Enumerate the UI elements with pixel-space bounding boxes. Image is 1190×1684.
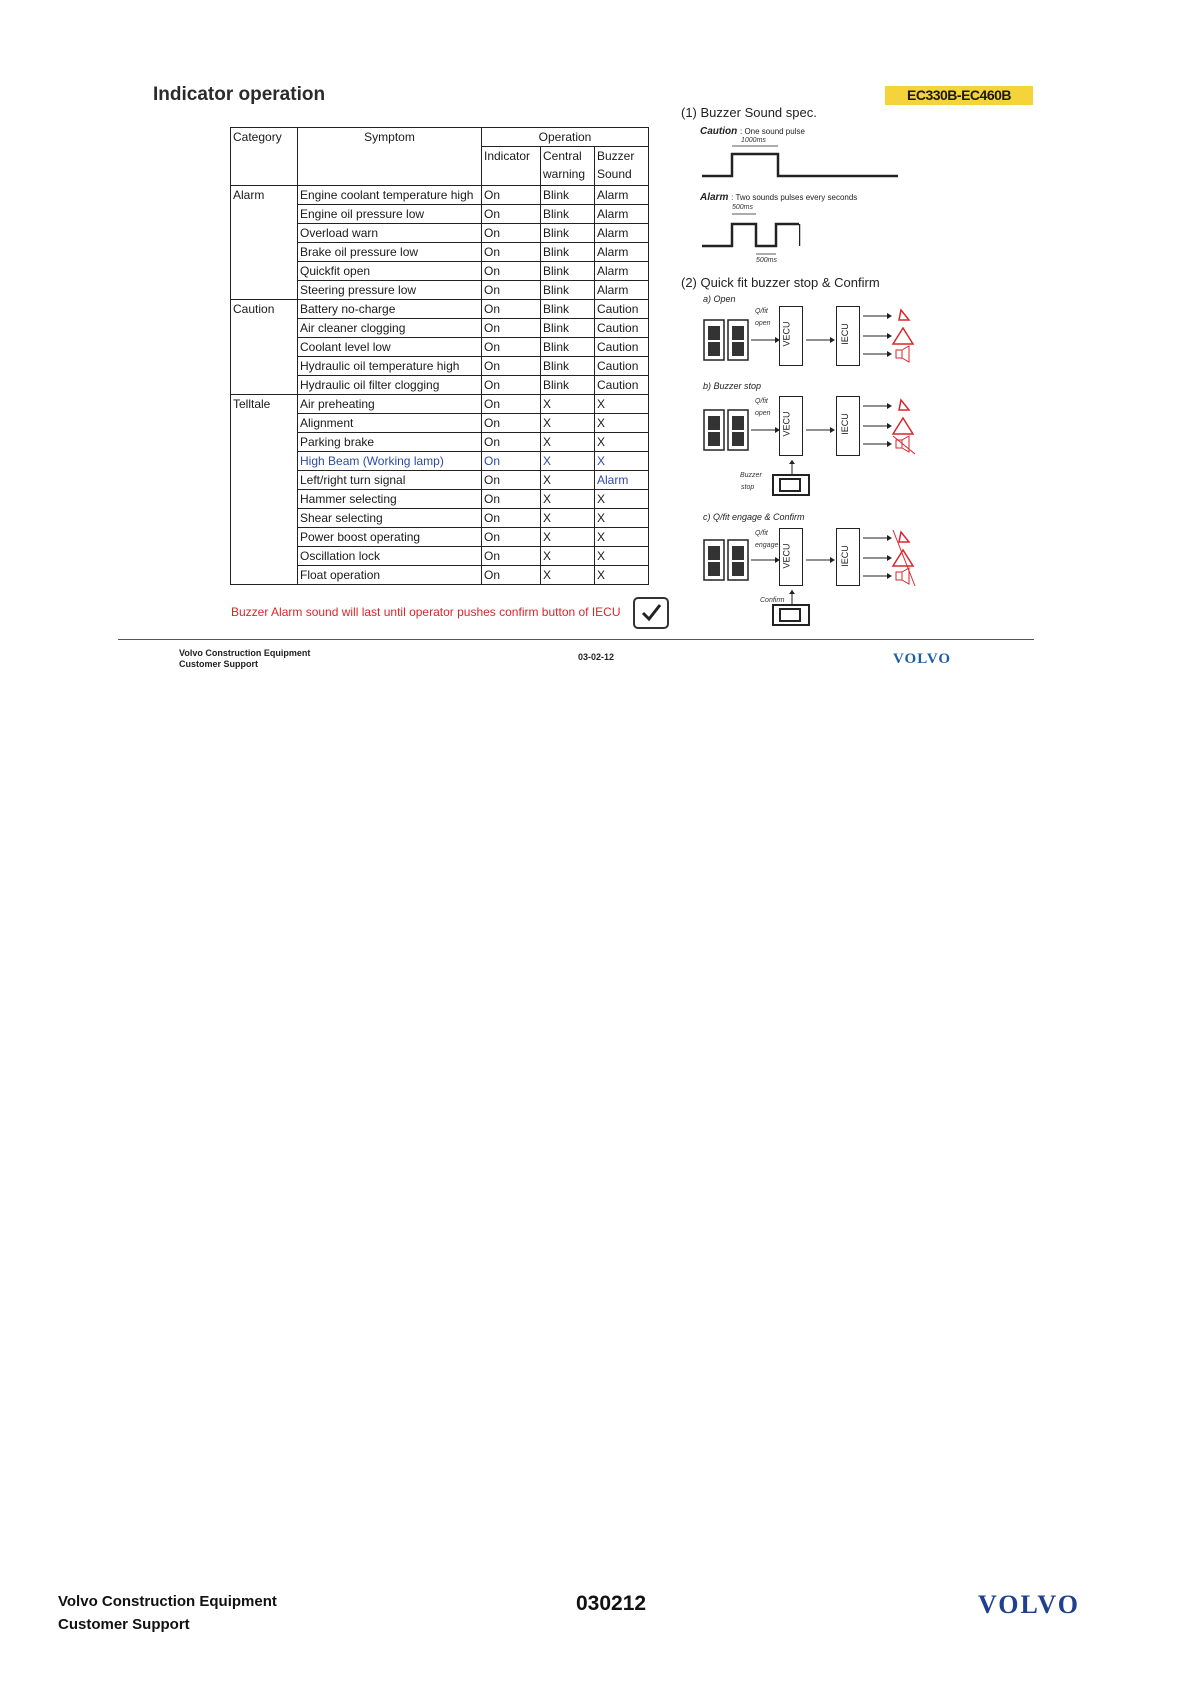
cell-buzzer-sound: X: [595, 452, 649, 471]
arrow-icon: [751, 426, 781, 434]
qfit-open-label-2: open: [755, 410, 771, 417]
cell-buzzer-sound: X: [595, 433, 649, 452]
cell-indicator: On: [482, 395, 541, 414]
footer-divider: [118, 639, 1034, 640]
vecu-box: VECU: [779, 396, 803, 456]
volvo-logo: VOLVO: [978, 1590, 1080, 1619]
footer-company: Volvo Construction Equipment Customer Support: [58, 1593, 277, 1633]
switch-panel-icon: [703, 318, 751, 362]
arrow-icon: [806, 556, 836, 564]
cell-central-warning: Blink: [541, 186, 595, 205]
buzzer-note: Buzzer Alarm sound will last until operator pushes confirm button of IECU: [231, 605, 621, 619]
cell-indicator: On: [482, 338, 541, 357]
arrow-icon: [751, 336, 781, 344]
cell-buzzer-sound: X: [595, 509, 649, 528]
cell-category: Caution: [231, 300, 298, 395]
warning-outputs-icon: [863, 396, 923, 456]
caution-waveform: [700, 140, 900, 180]
footer-date: 030212: [576, 1592, 647, 1615]
cell-symptom: Steering pressure low: [298, 281, 482, 300]
qfit-open-label-1: Q/fit: [755, 308, 768, 315]
qfit-open-label-1: Q/fit: [755, 398, 768, 405]
step-c-label: c) Q/fit engage & Confirm: [703, 512, 805, 522]
cell-buzzer-sound: Caution: [595, 376, 649, 395]
cell-central-warning: X: [541, 452, 595, 471]
cell-central-warning: Blink: [541, 205, 595, 224]
qfit-engage-label-2: engage: [755, 542, 779, 549]
cell-central-warning: X: [541, 395, 595, 414]
alarm-time-1: 500ms: [732, 204, 754, 211]
cell-indicator: On: [482, 281, 541, 300]
step-a-diagram: [703, 306, 923, 370]
header-operation: Operation: [482, 128, 649, 147]
cell-central-warning: X: [541, 490, 595, 509]
cell-symptom: Quickfit open: [298, 262, 482, 281]
iecu-box: IECU: [836, 306, 860, 366]
table-row: [231, 395, 649, 414]
cell-symptom: Hammer selecting: [298, 490, 482, 509]
cell-symptom: Float operation: [298, 566, 482, 585]
cell-indicator: On: [482, 490, 541, 509]
volvo-logo-small: VOLVO: [893, 651, 952, 667]
buzzer-stop-label-2: stop: [741, 484, 755, 491]
iecu-box: IECU: [836, 528, 860, 586]
cell-central-warning: X: [541, 414, 595, 433]
cell-buzzer-sound: Caution: [595, 300, 649, 319]
cell-buzzer-sound: Alarm: [595, 281, 649, 300]
cell-indicator: On: [482, 205, 541, 224]
header-category: Category: [231, 128, 298, 186]
qfit-engage-label-1: Q/fit: [755, 530, 768, 537]
cell-buzzer-sound: X: [595, 490, 649, 509]
cell-central-warning: Blink: [541, 224, 595, 243]
iecu-button-icon: [772, 460, 812, 496]
cell-central-warning: Blink: [541, 262, 595, 281]
alarm-label: Alarm : Two sounds pulses every seconds: [700, 192, 858, 203]
cell-buzzer-sound: X: [595, 528, 649, 547]
cell-symptom: Alignment: [298, 414, 482, 433]
header-indicator: Indicator: [482, 147, 541, 186]
step-a-label: a) Open: [703, 294, 736, 304]
cell-buzzer-sound: Alarm: [595, 205, 649, 224]
cell-indicator: On: [482, 243, 541, 262]
footer-company-small: Volvo Construction Equipment Customer Support: [179, 648, 311, 669]
step-b-label: b) Buzzer stop: [703, 381, 762, 391]
cell-central-warning: Blink: [541, 357, 595, 376]
header-central-warning: Central warning: [541, 147, 595, 186]
cell-category: Telltale: [231, 395, 298, 585]
cell-central-warning: Blink: [541, 376, 595, 395]
alarm-waveform: [700, 210, 800, 260]
alarm-time-2: 500ms: [756, 257, 778, 264]
cell-symptom: Overload warn: [298, 224, 482, 243]
cell-indicator: On: [482, 452, 541, 471]
cell-indicator: On: [482, 566, 541, 585]
table-row: [231, 186, 649, 205]
cell-central-warning: X: [541, 566, 595, 585]
step-b-diagram: [703, 396, 923, 460]
vecu-box: VECU: [779, 528, 803, 586]
cell-central-warning: Blink: [541, 338, 595, 357]
table-row: [231, 300, 649, 319]
switch-panel-icon: [703, 408, 751, 452]
cell-indicator: On: [482, 414, 541, 433]
cell-symptom: Air preheating: [298, 395, 482, 414]
cell-indicator: On: [482, 509, 541, 528]
warning-outputs-icon: [863, 306, 923, 366]
cell-symptom: Hydraulic oil filter clogging: [298, 376, 482, 395]
cell-buzzer-sound: Alarm: [595, 471, 649, 490]
cell-symptom: Engine oil pressure low: [298, 205, 482, 224]
indicator-table: [230, 127, 649, 585]
cell-buzzer-sound: Alarm: [595, 262, 649, 281]
qfit-open-label-2: open: [755, 320, 771, 327]
cell-indicator: On: [482, 376, 541, 395]
cell-indicator: On: [482, 357, 541, 376]
cell-symptom: Air cleaner clogging: [298, 319, 482, 338]
iecu-box: IECU: [836, 396, 860, 456]
arrow-icon: [806, 336, 836, 344]
cell-indicator: On: [482, 300, 541, 319]
cell-buzzer-sound: Caution: [595, 357, 649, 376]
table-body: [231, 186, 649, 585]
cell-symptom: Battery no-charge: [298, 300, 482, 319]
alarm-waveform-end: [799, 222, 805, 248]
buzzer-stop-label-1: Buzzer: [740, 472, 762, 479]
confirm-label: Confirm: [760, 597, 785, 604]
cell-symptom: Hydraulic oil temperature high: [298, 357, 482, 376]
cell-central-warning: Blink: [541, 243, 595, 262]
step-c-diagram: [703, 528, 923, 592]
cell-symptom: Parking brake: [298, 433, 482, 452]
cell-symptom: Oscillation lock: [298, 547, 482, 566]
cell-symptom: Left/right turn signal: [298, 471, 482, 490]
cell-symptom: Engine coolant temperature high: [298, 186, 482, 205]
cell-central-warning: X: [541, 528, 595, 547]
cell-buzzer-sound: X: [595, 566, 649, 585]
vecu-box: VECU: [779, 306, 803, 366]
quickfit-title: (2) Quick fit buzzer stop & Confirm: [681, 275, 880, 290]
arrow-icon: [751, 556, 781, 564]
caution-time: 1000ms: [741, 137, 766, 144]
cell-buzzer-sound: X: [595, 395, 649, 414]
model-badge: EC330B-EC460B: [885, 86, 1033, 105]
cell-indicator: On: [482, 528, 541, 547]
cell-central-warning: Blink: [541, 300, 595, 319]
cell-symptom: Shear selecting: [298, 509, 482, 528]
arrow-icon: [806, 426, 836, 434]
cell-central-warning: X: [541, 471, 595, 490]
cell-central-warning: X: [541, 547, 595, 566]
cell-symptom: Power boost operating: [298, 528, 482, 547]
footer-date-small: 03-02-12: [578, 652, 615, 662]
cell-symptom: High Beam (Working lamp): [298, 452, 482, 471]
buzzer-spec-title: (1) Buzzer Sound spec.: [681, 105, 817, 120]
cell-symptom: Coolant level low: [298, 338, 482, 357]
switch-panel-icon: [703, 538, 751, 582]
cell-category: Alarm: [231, 186, 298, 300]
cell-indicator: On: [482, 262, 541, 281]
cell-central-warning: Blink: [541, 281, 595, 300]
cell-indicator: On: [482, 547, 541, 566]
cell-buzzer-sound: Caution: [595, 319, 649, 338]
cell-buzzer-sound: X: [595, 414, 649, 433]
cell-buzzer-sound: Caution: [595, 338, 649, 357]
caution-label: Caution : One sound pulse: [700, 126, 805, 137]
iecu-confirm-button-icon: [772, 590, 812, 626]
cell-central-warning: X: [541, 509, 595, 528]
cell-symptom: Brake oil pressure low: [298, 243, 482, 262]
cell-buzzer-sound: Alarm: [595, 243, 649, 262]
header-buzzer-sound: Buzzer Sound: [595, 147, 649, 186]
cell-central-warning: Blink: [541, 319, 595, 338]
cell-indicator: On: [482, 224, 541, 243]
cell-indicator: On: [482, 186, 541, 205]
cell-indicator: On: [482, 433, 541, 452]
page-title: Indicator operation: [153, 84, 326, 105]
warning-outputs-icon: [863, 528, 923, 588]
cell-indicator: On: [482, 319, 541, 338]
cell-buzzer-sound: Alarm: [595, 224, 649, 243]
cell-indicator: On: [482, 471, 541, 490]
cell-buzzer-sound: X: [595, 547, 649, 566]
cell-buzzer-sound: Alarm: [595, 186, 649, 205]
header-symptom: Symptom: [298, 128, 482, 186]
confirm-check-icon: [633, 597, 669, 629]
cell-central-warning: X: [541, 433, 595, 452]
